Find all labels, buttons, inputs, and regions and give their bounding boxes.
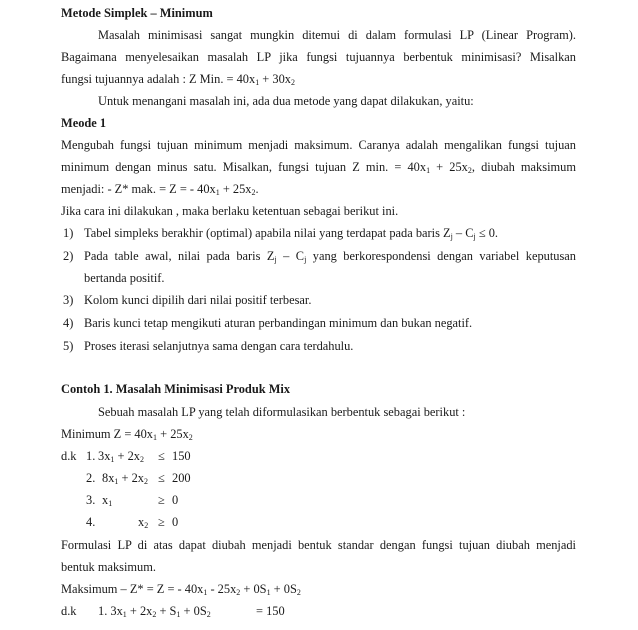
- constraint-3-number: 3.: [86, 493, 96, 507]
- rule-2-text: Pada table awal, nilai pada baris $Z_j - C_j$ yang berkorespondensi dengan variabel keputusan: [84, 249, 576, 264]
- constraint-2-number: 2.: [86, 471, 96, 485]
- maximum-objective: Maksimum – Z* = Z = - $40x_1 - 25x_2 + 0S_1 + 0S_2$: [61, 582, 301, 597]
- formulasi-line-1: Formulasi LP di atas dapat diubah menjadi bentuk standar dengan fungsi tujuan diubah menjadi: [61, 538, 576, 552]
- formulasi-line-2: bentuk maksimum.: [61, 560, 156, 574]
- meode1-line-2: minimum dengan minus satu. Misalkan, fungsi tujuan Z min. = $40x_1 + 25x_2$, diubah maksimum: [61, 160, 576, 175]
- rule-3-text: Kolom kunci dipilih dari nilai positif terbesar.: [84, 293, 312, 307]
- constraint-1-expr: $3x_1 + 2x_2$: [98, 449, 144, 464]
- standard-row-1-rhs: = 150: [256, 604, 285, 618]
- constraint-1-rhs: 150: [172, 449, 191, 463]
- constraint-3-operator: ≥: [158, 493, 165, 507]
- meode1-line-1: Mengubah fungsi tujuan minimum menjadi maksimum. Caranya adalah mengalikan fungsi tujuan: [61, 138, 576, 152]
- rule-2-number: 2): [63, 249, 74, 263]
- rule-5-text: Proses iterasi selanjutnya sama dengan cara terdahulu.: [84, 339, 354, 353]
- meode1-line-3: menjadi: - Z* mak. = Z = - $40x_1 + 25x_2$.: [61, 182, 259, 197]
- constraint-2-expr: $8x_1 + 2x_2$: [102, 471, 148, 486]
- constraint-1-operator: ≤: [158, 449, 165, 463]
- standard-row-1-expr: 1. $3x_1 + 2x_2 + S_1 + 0S_2$: [98, 604, 211, 619]
- constraint-3-rhs: 0: [172, 493, 179, 507]
- contoh-intro: Sebuah masalah LP yang telah diformulasikan berbentuk sebagai berikut :: [98, 405, 466, 419]
- rule-4-number: 4): [63, 316, 74, 330]
- standard-dk-label: d.k: [61, 604, 77, 618]
- rule-3-number: 3): [63, 293, 74, 307]
- constraint-2-operator: ≤: [158, 471, 165, 485]
- constraint-1-number: 1.: [86, 449, 96, 463]
- rule-4-text: Baris kunci tetap mengikuti aturan perbandingan minimum dan bukan negatif.: [84, 316, 473, 330]
- intro-line-2: Bagaimana menyelesaikan masalah LP jika fungsi tujuannya berbentuk minimisasi? Misalkan: [61, 50, 576, 64]
- intro-line-1: Masalah minimisasi sangat mungkin ditemui di dalam formulasi LP (Linear Program).: [98, 28, 576, 42]
- constraint-4-number: 4.: [86, 515, 96, 529]
- constraint-4-operator: ≥: [158, 515, 165, 529]
- constraint-3-var: $x_1$: [102, 493, 113, 508]
- heading-contoh-1: Contoh 1. Masalah Minimisasi Produk Mix: [61, 382, 291, 396]
- intro-line-4: Untuk menangani masalah ini, ada dua metode yang dapat dilakukan, yaitu:: [98, 94, 474, 108]
- heading-metode-simplek: Metode Simplek – Minimum: [61, 6, 213, 20]
- constraint-4-var: $x_2$: [138, 515, 149, 530]
- rule-5-number: 5): [63, 339, 74, 353]
- constraint-4-rhs: 0: [172, 515, 179, 529]
- rule-1-number: 1): [63, 226, 74, 240]
- heading-meode-1: Meode 1: [61, 116, 107, 130]
- constraint-2-rhs: 200: [172, 471, 191, 485]
- rule-1-text: Tabel simpleks berakhir (optimal) apabila nilai yang terdapat pada baris $Z_j - C_j \le 0$.: [84, 226, 499, 241]
- objective-function: Minimum $Z = 40x_1 + 25x_2$: [61, 427, 193, 442]
- intro-line-3: fungsi tujuannya adalah : Z Min. = $40x_1 + 30x_2$: [61, 72, 295, 87]
- rule-2-continuation: bertanda positif.: [84, 271, 165, 285]
- constraint-dk-label: d.k: [61, 449, 77, 463]
- meode1-line-4: Jika cara ini dilakukan , maka berlaku ketentuan sebagai berikut ini.: [61, 204, 399, 218]
